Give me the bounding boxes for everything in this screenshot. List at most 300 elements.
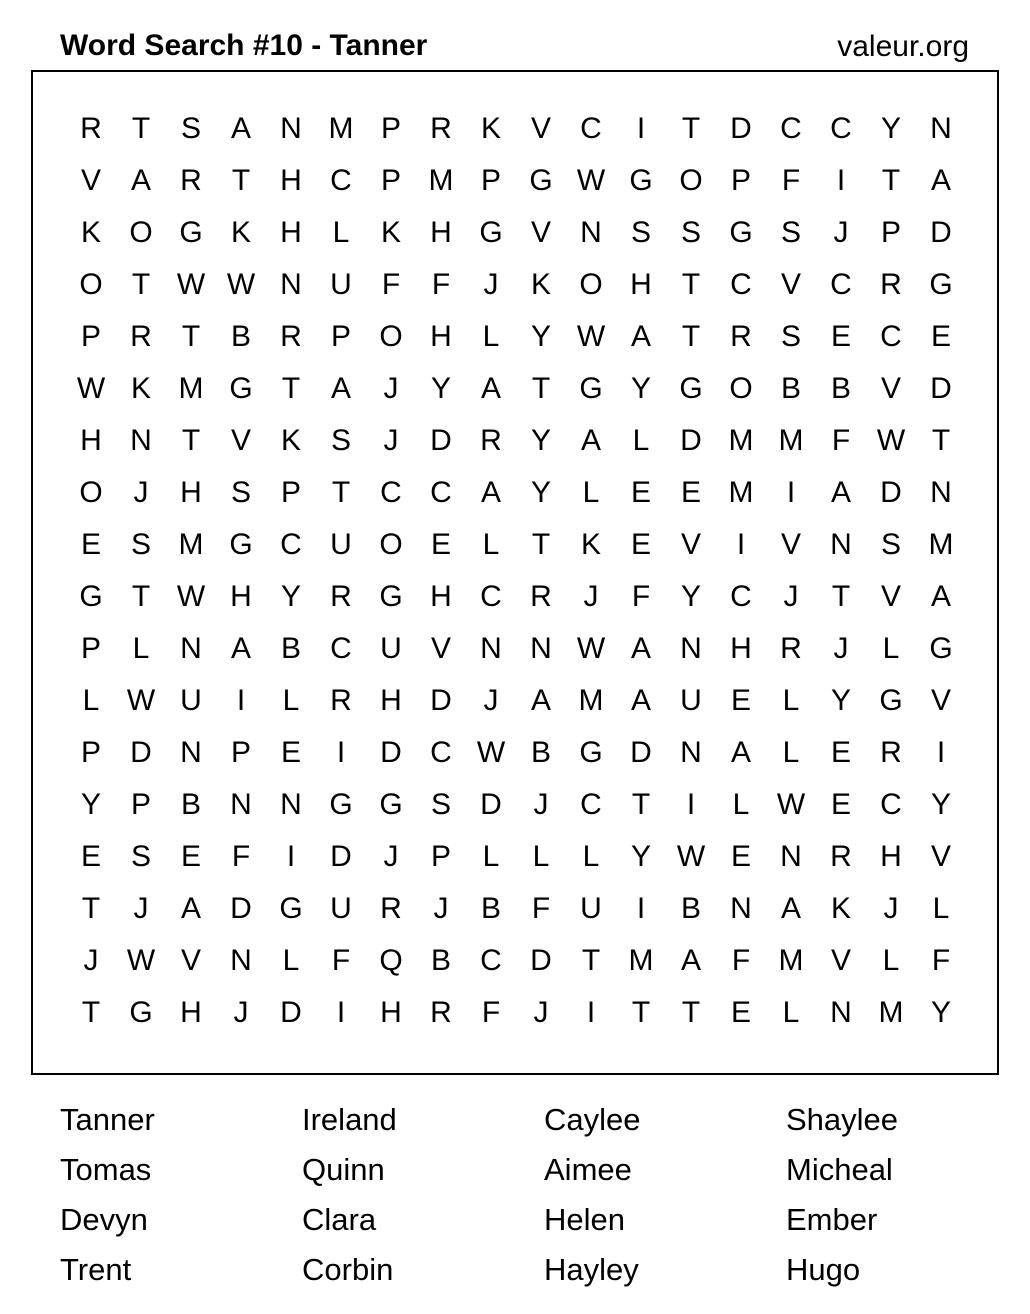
grid-cell[interactable]: N (180, 736, 202, 769)
grid-cell[interactable]: A (230, 632, 251, 665)
grid-cell[interactable]: G (179, 216, 203, 249)
grid-cell[interactable]: J (133, 892, 149, 925)
grid-cell[interactable]: R (730, 320, 752, 353)
grid-cell[interactable]: C (880, 788, 902, 821)
grid-cell[interactable]: C (880, 320, 902, 353)
grid-cell[interactable]: N (280, 112, 302, 145)
grid-cell[interactable]: W (876, 424, 906, 457)
grid-cell[interactable]: N (730, 892, 752, 925)
grid-cell[interactable]: I (586, 996, 596, 1029)
grid-cell[interactable]: R (330, 684, 352, 717)
grid-cell[interactable]: T (131, 268, 151, 301)
grid-cell[interactable]: C (380, 476, 402, 509)
grid-cell[interactable]: A (930, 580, 951, 613)
grid-cell[interactable]: J (833, 216, 849, 249)
grid-cell[interactable]: T (281, 372, 301, 405)
grid-cell[interactable]: D (230, 892, 252, 925)
grid-cell[interactable]: E (730, 996, 751, 1029)
grid-cell[interactable]: K (80, 216, 101, 249)
grid-cell[interactable]: B (530, 736, 551, 769)
grid-cell[interactable]: J (383, 840, 399, 873)
grid-cell[interactable]: G (329, 788, 353, 821)
grid-cell[interactable]: B (680, 892, 701, 925)
grid-cell[interactable]: J (533, 996, 549, 1029)
grid-cell[interactable]: W (476, 736, 506, 769)
grid-cell[interactable]: R (180, 164, 202, 197)
grid-cell[interactable]: M (428, 164, 454, 197)
grid-cell[interactable]: E (830, 736, 851, 769)
grid-cell[interactable]: L (732, 788, 750, 821)
grid-cell[interactable]: S (430, 788, 451, 821)
grid-cell[interactable]: R (830, 840, 852, 873)
grid-cell[interactable]: S (880, 528, 901, 561)
grid-cell[interactable]: D (930, 372, 952, 405)
grid-cell[interactable]: N (280, 788, 302, 821)
grid-cell[interactable]: G (79, 580, 103, 613)
grid-cell[interactable]: L (532, 840, 550, 873)
grid-cell[interactable]: H (880, 840, 902, 873)
grid-cell[interactable]: G (879, 684, 903, 717)
grid-cell[interactable]: T (631, 996, 651, 1029)
grid-cell[interactable]: P (130, 788, 151, 821)
grid-cell[interactable]: T (181, 320, 201, 353)
grid-cell[interactable]: N (230, 788, 252, 821)
grid-cell[interactable]: E (730, 840, 751, 873)
grid-cell[interactable]: E (80, 528, 101, 561)
grid-cell[interactable]: D (730, 112, 752, 145)
grid-cell[interactable]: I (936, 736, 946, 769)
grid-cell[interactable]: Y (830, 684, 851, 717)
grid-cell[interactable]: S (780, 320, 801, 353)
grid-cell[interactable]: V (80, 164, 101, 197)
grid-cell[interactable]: T (681, 112, 701, 145)
grid-cell[interactable]: A (580, 424, 601, 457)
grid-cell[interactable]: L (482, 840, 500, 873)
grid-cell[interactable]: R (530, 580, 552, 613)
grid-cell[interactable]: E (830, 788, 851, 821)
grid-cell[interactable]: P (80, 736, 101, 769)
grid-cell[interactable]: A (680, 944, 701, 977)
grid-cell[interactable]: G (379, 580, 403, 613)
grid-cell[interactable]: L (132, 632, 150, 665)
grid-cell[interactable]: C (330, 164, 352, 197)
grid-cell[interactable]: E (680, 476, 701, 509)
grid-cell[interactable]: P (480, 164, 501, 197)
grid-cell[interactable]: R (280, 320, 302, 353)
grid-cell[interactable]: P (80, 632, 101, 665)
grid-cell[interactable]: E (430, 528, 451, 561)
grid-cell[interactable]: T (131, 112, 151, 145)
grid-cell[interactable]: N (830, 528, 852, 561)
grid-cell[interactable]: N (830, 996, 852, 1029)
grid-cell[interactable]: D (330, 840, 352, 873)
grid-cell[interactable]: D (130, 736, 152, 769)
grid-cell[interactable]: F (431, 268, 451, 301)
grid-cell[interactable]: F (781, 164, 801, 197)
grid-cell[interactable]: C (830, 268, 852, 301)
grid-cell[interactable]: D (880, 476, 902, 509)
grid-cell[interactable]: T (331, 476, 351, 509)
grid-cell[interactable]: B (830, 372, 851, 405)
grid-cell[interactable]: M (328, 112, 354, 145)
grid-cell[interactable]: K (380, 216, 401, 249)
grid-cell[interactable]: N (130, 424, 152, 457)
grid-cell[interactable]: W (776, 788, 806, 821)
grid-cell[interactable]: Y (930, 996, 951, 1029)
grid-cell[interactable]: G (929, 632, 953, 665)
grid-cell[interactable]: I (686, 788, 696, 821)
grid-cell[interactable]: C (730, 268, 752, 301)
grid-cell[interactable]: S (130, 528, 151, 561)
grid-cell[interactable]: Y (530, 476, 551, 509)
grid-cell[interactable]: N (580, 216, 602, 249)
grid-cell[interactable]: H (730, 632, 752, 665)
grid-cell[interactable]: N (930, 476, 952, 509)
grid-cell[interactable]: H (180, 476, 202, 509)
grid-cell[interactable]: B (480, 892, 501, 925)
grid-cell[interactable]: Y (80, 788, 101, 821)
grid-cell[interactable]: L (82, 684, 100, 717)
grid-cell[interactable]: A (130, 164, 151, 197)
grid-cell[interactable]: A (930, 164, 951, 197)
grid-cell[interactable]: J (483, 268, 499, 301)
grid-cell[interactable]: Y (680, 580, 701, 613)
grid-cell[interactable]: V (180, 944, 201, 977)
grid-cell[interactable]: C (480, 944, 502, 977)
grid-cell[interactable]: N (530, 632, 552, 665)
grid-cell[interactable]: Y (530, 320, 551, 353)
grid-cell[interactable]: R (430, 112, 452, 145)
grid-cell[interactable]: F (631, 580, 651, 613)
grid-cell[interactable]: B (280, 632, 301, 665)
grid-cell[interactable]: G (579, 736, 603, 769)
grid-cell[interactable]: T (531, 528, 551, 561)
grid-cell[interactable]: T (581, 944, 601, 977)
grid-cell[interactable]: R (880, 736, 902, 769)
grid-cell[interactable]: L (882, 944, 900, 977)
grid-cell[interactable]: A (180, 892, 201, 925)
grid-cell[interactable]: N (680, 736, 702, 769)
grid-cell[interactable]: A (530, 684, 551, 717)
grid-cell[interactable]: H (430, 320, 452, 353)
grid-cell[interactable]: O (679, 164, 703, 197)
grid-cell[interactable]: G (379, 788, 403, 821)
grid-cell[interactable]: H (280, 164, 302, 197)
grid-cell[interactable]: N (680, 632, 702, 665)
grid-cell[interactable]: O (729, 372, 753, 405)
grid-cell[interactable]: V (530, 112, 551, 145)
grid-cell[interactable]: D (930, 216, 952, 249)
grid-cell[interactable]: T (131, 580, 151, 613)
grid-cell[interactable]: P (330, 320, 351, 353)
grid-cell[interactable]: M (778, 424, 804, 457)
grid-cell[interactable]: J (483, 684, 499, 717)
grid-cell[interactable]: E (80, 840, 101, 873)
grid-cell[interactable]: I (786, 476, 796, 509)
grid-cell[interactable]: I (236, 684, 246, 717)
grid-cell[interactable]: F (731, 944, 751, 977)
grid-cell[interactable]: H (380, 684, 402, 717)
grid-cell[interactable]: K (280, 424, 301, 457)
grid-cell[interactable]: Y (430, 372, 451, 405)
grid-cell[interactable]: V (780, 268, 801, 301)
grid-cell[interactable]: U (180, 684, 202, 717)
grid-cell[interactable]: R (330, 580, 352, 613)
grid-cell[interactable]: A (330, 372, 351, 405)
grid-cell[interactable]: G (129, 996, 153, 1029)
grid-cell[interactable]: A (480, 476, 501, 509)
grid-cell[interactable]: T (831, 580, 851, 613)
grid-cell[interactable]: V (880, 372, 901, 405)
grid-cell[interactable]: W (176, 268, 206, 301)
grid-cell[interactable]: L (782, 996, 800, 1029)
grid-cell[interactable]: O (79, 268, 103, 301)
grid-cell[interactable]: P (430, 840, 451, 873)
grid-cell[interactable]: T (231, 164, 251, 197)
grid-cell[interactable]: I (286, 840, 296, 873)
grid-cell[interactable]: N (230, 944, 252, 977)
grid-cell[interactable]: M (178, 372, 204, 405)
grid-cell[interactable]: W (176, 580, 206, 613)
grid-cell[interactable]: F (931, 944, 951, 977)
grid-cell[interactable]: G (229, 528, 253, 561)
grid-cell[interactable]: S (230, 476, 251, 509)
grid-cell[interactable]: W (576, 320, 606, 353)
grid-cell[interactable]: H (630, 268, 652, 301)
grid-cell[interactable]: C (430, 476, 452, 509)
grid-cell[interactable]: M (928, 528, 954, 561)
grid-cell[interactable]: W (126, 684, 156, 717)
grid-cell[interactable]: E (830, 320, 851, 353)
grid-cell[interactable]: C (780, 112, 802, 145)
grid-cell[interactable]: R (380, 892, 402, 925)
grid-cell[interactable]: N (930, 112, 952, 145)
grid-cell[interactable]: D (630, 736, 652, 769)
grid-cell[interactable]: Q (379, 944, 403, 977)
grid-cell[interactable]: U (330, 528, 352, 561)
grid-cell[interactable]: K (130, 372, 151, 405)
grid-cell[interactable]: R (880, 268, 902, 301)
grid-cell[interactable]: I (636, 112, 646, 145)
grid-cell[interactable]: V (930, 684, 951, 717)
grid-cell[interactable]: J (783, 580, 799, 613)
grid-cell[interactable]: V (880, 580, 901, 613)
grid-cell[interactable]: I (836, 164, 846, 197)
grid-cell[interactable]: U (330, 892, 352, 925)
grid-cell[interactable]: M (178, 528, 204, 561)
grid-cell[interactable]: Y (280, 580, 301, 613)
grid-cell[interactable]: G (729, 216, 753, 249)
grid-cell[interactable]: C (430, 736, 452, 769)
grid-cell[interactable]: G (229, 372, 253, 405)
grid-cell[interactable]: Y (530, 424, 551, 457)
grid-cell[interactable]: R (130, 320, 152, 353)
grid-cell[interactable]: L (332, 216, 350, 249)
grid-cell[interactable]: D (530, 944, 552, 977)
grid-cell[interactable]: G (679, 372, 703, 405)
grid-cell[interactable]: J (433, 892, 449, 925)
grid-cell[interactable]: K (480, 112, 501, 145)
grid-cell[interactable]: O (579, 268, 603, 301)
grid-cell[interactable]: J (383, 424, 399, 457)
grid-cell[interactable]: W (226, 268, 256, 301)
grid-cell[interactable]: I (736, 528, 746, 561)
grid-cell[interactable]: S (630, 216, 651, 249)
grid-cell[interactable]: V (930, 840, 951, 873)
grid-cell[interactable]: H (280, 216, 302, 249)
grid-cell[interactable]: A (630, 632, 651, 665)
grid-cell[interactable]: F (381, 268, 401, 301)
grid-cell[interactable]: P (280, 476, 301, 509)
grid-cell[interactable]: V (680, 528, 701, 561)
grid-cell[interactable]: L (582, 476, 600, 509)
grid-cell[interactable]: B (430, 944, 451, 977)
grid-cell[interactable]: B (230, 320, 251, 353)
grid-cell[interactable]: G (529, 164, 553, 197)
grid-cell[interactable]: H (380, 996, 402, 1029)
grid-cell[interactable]: L (282, 684, 300, 717)
grid-cell[interactable]: S (130, 840, 151, 873)
grid-cell[interactable]: T (81, 892, 101, 925)
grid-cell[interactable]: N (180, 632, 202, 665)
grid-cell[interactable]: G (579, 372, 603, 405)
grid-cell[interactable]: W (126, 944, 156, 977)
grid-cell[interactable]: D (680, 424, 702, 457)
grid-cell[interactable]: H (80, 424, 102, 457)
grid-cell[interactable]: H (430, 216, 452, 249)
grid-cell[interactable]: T (181, 424, 201, 457)
grid-cell[interactable]: T (681, 268, 701, 301)
grid-cell[interactable]: C (480, 580, 502, 613)
grid-cell[interactable]: R (480, 424, 502, 457)
grid-cell[interactable]: Y (880, 112, 901, 145)
grid-cell[interactable]: M (878, 996, 904, 1029)
grid-cell[interactable]: S (680, 216, 701, 249)
grid-cell[interactable]: U (580, 892, 602, 925)
grid-cell[interactable]: J (583, 580, 599, 613)
grid-cell[interactable]: S (330, 424, 351, 457)
grid-cell[interactable]: Y (930, 788, 951, 821)
grid-cell[interactable]: V (530, 216, 551, 249)
grid-cell[interactable]: C (730, 580, 752, 613)
grid-cell[interactable]: A (230, 112, 251, 145)
grid-cell[interactable]: L (482, 320, 500, 353)
grid-cell[interactable]: N (780, 840, 802, 873)
grid-cell[interactable]: E (630, 528, 651, 561)
grid-cell[interactable]: F (831, 424, 851, 457)
grid-cell[interactable]: C (280, 528, 302, 561)
grid-cell[interactable]: P (880, 216, 901, 249)
grid-cell[interactable]: T (681, 320, 701, 353)
grid-cell[interactable]: O (79, 476, 103, 509)
grid-cell[interactable]: R (780, 632, 802, 665)
grid-cell[interactable]: G (629, 164, 653, 197)
grid-cell[interactable]: J (83, 944, 99, 977)
grid-cell[interactable]: L (582, 840, 600, 873)
grid-cell[interactable]: U (380, 632, 402, 665)
grid-cell[interactable]: T (531, 372, 551, 405)
grid-cell[interactable]: C (330, 632, 352, 665)
grid-cell[interactable]: H (230, 580, 252, 613)
grid-cell[interactable]: M (728, 424, 754, 457)
grid-cell[interactable]: M (728, 476, 754, 509)
grid-cell[interactable]: Y (630, 840, 651, 873)
grid-cell[interactable]: A (630, 320, 651, 353)
grid-cell[interactable]: D (430, 684, 452, 717)
grid-cell[interactable]: U (680, 684, 702, 717)
grid-cell[interactable]: D (430, 424, 452, 457)
grid-cell[interactable]: L (482, 528, 500, 561)
grid-cell[interactable]: O (129, 216, 153, 249)
grid-cell[interactable]: A (830, 476, 851, 509)
grid-cell[interactable]: F (231, 840, 251, 873)
grid-cell[interactable]: J (883, 892, 899, 925)
grid-cell[interactable]: H (180, 996, 202, 1029)
grid-cell[interactable]: K (230, 216, 251, 249)
grid-cell[interactable]: J (233, 996, 249, 1029)
grid-cell[interactable]: G (279, 892, 303, 925)
grid-cell[interactable]: T (631, 788, 651, 821)
grid-cell[interactable]: J (383, 372, 399, 405)
grid-cell[interactable]: I (336, 736, 346, 769)
grid-cell[interactable]: I (636, 892, 646, 925)
grid-cell[interactable]: F (331, 944, 351, 977)
grid-cell[interactable]: W (76, 372, 106, 405)
grid-cell[interactable]: A (780, 892, 801, 925)
grid-cell[interactable]: N (480, 632, 502, 665)
grid-cell[interactable]: C (580, 788, 602, 821)
grid-cell[interactable]: J (133, 476, 149, 509)
grid-cell[interactable]: D (380, 736, 402, 769)
grid-cell[interactable]: S (180, 112, 201, 145)
grid-cell[interactable]: N (280, 268, 302, 301)
grid-cell[interactable]: L (782, 736, 800, 769)
grid-cell[interactable]: P (80, 320, 101, 353)
grid-cell[interactable]: K (580, 528, 601, 561)
grid-cell[interactable]: L (632, 424, 650, 457)
grid-cell[interactable]: A (480, 372, 501, 405)
grid-cell[interactable]: V (230, 424, 251, 457)
grid-cell[interactable]: T (81, 996, 101, 1029)
grid-cell[interactable]: L (932, 892, 950, 925)
grid-cell[interactable]: F (481, 996, 501, 1029)
grid-cell[interactable]: K (830, 892, 851, 925)
grid-cell[interactable]: L (782, 684, 800, 717)
grid-cell[interactable]: C (830, 112, 852, 145)
grid-cell[interactable]: V (830, 944, 851, 977)
grid-cell[interactable]: D (480, 788, 502, 821)
grid-cell[interactable]: W (576, 164, 606, 197)
grid-cell[interactable]: A (630, 684, 651, 717)
grid-cell[interactable]: E (730, 684, 751, 717)
grid-cell[interactable]: E (930, 320, 951, 353)
grid-cell[interactable]: B (780, 372, 801, 405)
grid-cell[interactable]: R (80, 112, 102, 145)
grid-cell[interactable]: J (833, 632, 849, 665)
grid-cell[interactable]: T (881, 164, 901, 197)
grid-cell[interactable]: G (479, 216, 503, 249)
grid-cell[interactable]: U (330, 268, 352, 301)
grid-cell[interactable]: I (336, 996, 346, 1029)
grid-cell[interactable]: M (578, 684, 604, 717)
grid-cell[interactable]: A (730, 736, 751, 769)
grid-cell[interactable]: T (681, 996, 701, 1029)
grid-cell[interactable]: V (430, 632, 451, 665)
grid-cell[interactable]: L (282, 944, 300, 977)
grid-cell[interactable]: K (530, 268, 551, 301)
grid-cell[interactable]: P (730, 164, 751, 197)
grid-cell[interactable]: M (778, 944, 804, 977)
